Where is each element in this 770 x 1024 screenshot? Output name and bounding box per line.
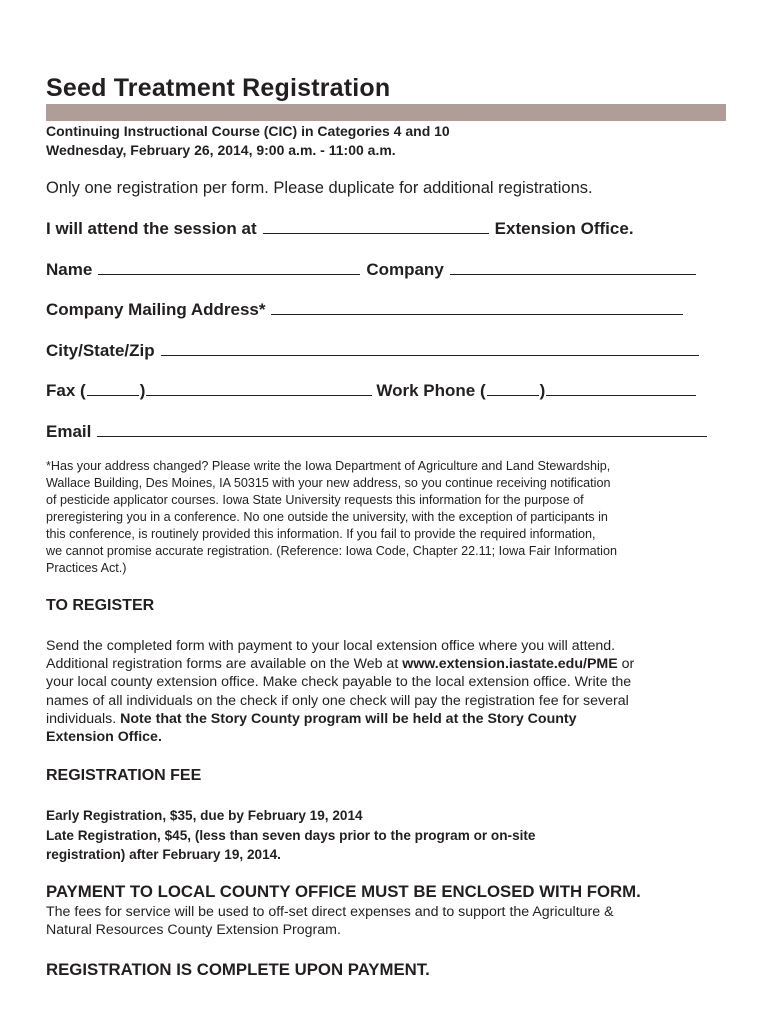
duplicate-note: Only one registration per form. Please duplicate for additional registrations. [46, 179, 593, 197]
course-subtitle: Continuing Instructional Course (CIC) in Categories 4 and 10 [46, 123, 450, 139]
to-register-line [46, 728, 726, 746]
attend-office-field[interactable] [263, 219, 489, 234]
city-state-zip-field[interactable] [161, 341, 699, 356]
city-state-zip-label: City/State/Zip [46, 341, 155, 360]
late-fee: Late Registration, $45, (less than seven days prior to the program or on-site [46, 827, 536, 843]
registration-fee-text [46, 806, 726, 865]
to-register-line-text: Additional registration forms are available on the Web at [46, 656, 403, 673]
email-row [46, 422, 713, 442]
privacy-line: of pesticide applicator courses. Iowa State University requests this information for the purpose of [46, 493, 584, 507]
city-state-zip-row [46, 341, 705, 361]
attend-label: I will attend the session at [46, 219, 257, 238]
mailing-address-field[interactable] [271, 300, 683, 315]
mailing-address-row [46, 300, 689, 320]
privacy-line: this conference, is routinely provided this information. If you fail to provide the required information, [46, 527, 596, 541]
payment-text [46, 903, 726, 939]
story-county-note-end: Extension Office. [46, 729, 162, 746]
registration-complete-note: REGISTRATION IS COMPLETE UPON PAYMENT. [46, 960, 430, 979]
phone-paren-close: ) [539, 381, 546, 400]
phone-number-field[interactable] [546, 381, 696, 396]
to-register-line [46, 655, 726, 673]
to-register-line: names of all individuals on the check if only one check will pay the registration fee for several [46, 692, 629, 709]
privacy-line: *Has your address changed? Please write the Iowa Department of Agriculture and Land Stewardship, [46, 459, 611, 473]
company-field[interactable] [450, 260, 696, 275]
to-register-heading: TO REGISTER [46, 597, 155, 614]
mailing-address-label: Company Mailing Address* [46, 300, 266, 319]
to-register-line [46, 710, 726, 728]
to-register-line: your local county extension office. Make check payable to the local extension office. Write the [46, 674, 632, 691]
to-register-line: Send the completed form with payment to your local extension office where you will attend. [46, 638, 616, 654]
privacy-line: Practices Act.) [46, 561, 127, 575]
title-divider [46, 104, 726, 121]
payment-heading: PAYMENT TO LOCAL COUNTY OFFICE MUST BE ENCLOSED WITH FORM. [46, 882, 641, 901]
early-fee: Early Registration, $35, due by February 19, 2014 [46, 808, 363, 823]
company-label: Company [366, 260, 444, 279]
name-label: Name [46, 260, 93, 279]
name-field[interactable] [98, 260, 360, 275]
phone-area-code-field[interactable] [487, 381, 539, 396]
fax-area-code-field[interactable] [87, 381, 139, 396]
privacy-line: preregistering you in a conference. No one outside the university, with the exception of participants in [46, 510, 608, 524]
payment-line: The fees for service will be used to off-set direct expenses and to support the Agriculture & [46, 904, 614, 920]
privacy-line: Wallace Building, Des Moines, IA 50315 with your new address, so you continue receiving notification [46, 476, 611, 490]
name-company-row [46, 260, 702, 280]
web-url-link[interactable]: www.extension.iastate.edu/PME [402, 656, 618, 673]
to-register-text [46, 637, 726, 746]
privacy-notice [46, 458, 726, 577]
privacy-line: we cannot promise accurate registration. (Reference: Iowa Code, Chapter 22.11; Iowa Fair Information [46, 544, 617, 558]
late-fee-cont: registration) after February 19, 2014. [46, 847, 281, 862]
fax-number-field[interactable] [146, 381, 372, 396]
email-field[interactable] [97, 422, 707, 437]
to-register-line-text: or [617, 656, 635, 673]
fax-label: Fax ( [46, 381, 86, 400]
registration-fee-heading: REGISTRATION FEE [46, 767, 202, 784]
course-date: Wednesday, February 26, 2014, 9:00 a.m. - 11:00 a.m. [46, 142, 396, 158]
fax-paren-close: ) [139, 381, 146, 400]
page-title: Seed Treatment Registration [46, 74, 391, 102]
attend-suffix: Extension Office. [494, 219, 634, 238]
fax-phone-row [46, 381, 696, 401]
attend-row [46, 219, 634, 239]
work-phone-label: Work Phone ( [376, 381, 486, 400]
payment-line: Natural Resources County Extension Program. [46, 922, 341, 939]
to-register-line-text: individuals. [46, 710, 121, 727]
story-county-note: Note that the Story County program will be held at the Story County [120, 710, 577, 727]
email-label: Email [46, 422, 92, 441]
